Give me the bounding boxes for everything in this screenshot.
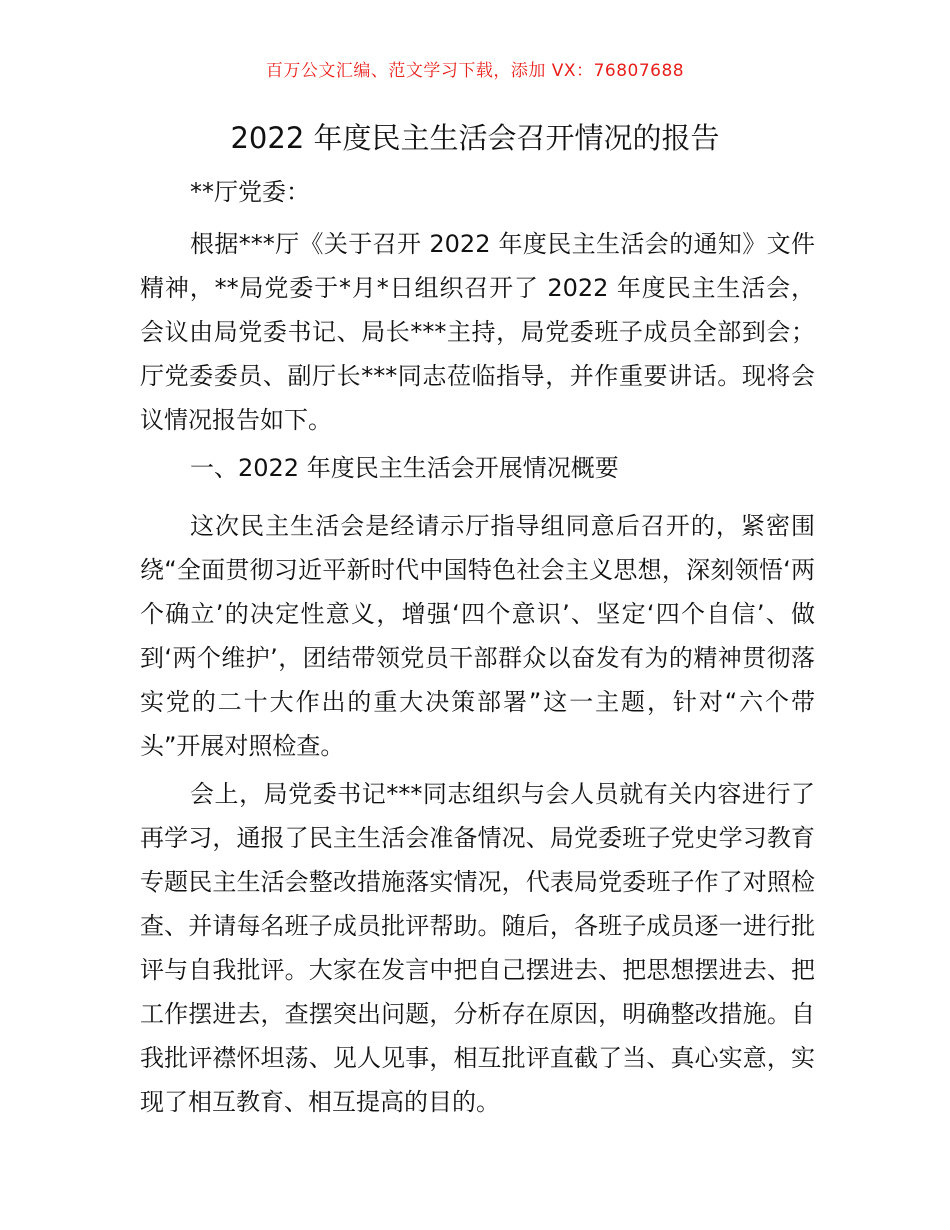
- paragraph-3: 会上，局党委书记***同志组织与会人员就有关内容进行了再学习，通报了民主生活会准备情况、局党委班子党史学习教育专题民主生活会整改措施落实情况，代表局党委班子作了对照检查、并请每名班子成员批评帮助。随后，各班子成员逐一进行批评与自我批评。大家在发言中把自己摆进去、把思想摆进去、把工作摆进去，查摆突出问题，分析存在原因，明确整改措施。自我批评襟怀坦荡、见人见事，相互批评直截了当、真心实意，实现了相互教育、相互提高的目的。: [140, 780, 815, 1116]
- paragraph-1-block: [140, 222, 815, 442]
- paragraph-3-block: [140, 772, 815, 1124]
- section-heading-1: 一、2022 年度民主生活会开展情况概要: [190, 454, 619, 482]
- paragraph-2-block: [140, 504, 815, 768]
- section-heading-1-block: [140, 446, 815, 490]
- document-title: 2022 年度民主生活会召开情况的报告: [230, 121, 720, 155]
- paragraph-2: 这次民主生活会是经请示厅指导组同意后召开的，紧密围绕“全面贯彻习近平新时代中国特色社会主义思想，深刻领悟‘两个确立’的决定性意义，增强‘四个意识’、坚定‘四个自信’、做到‘两个维护’，团结带领党员干部群众以奋发有为的精神贯彻落实党的二十大作出的重大决策部署”这一主题，针对“六个带头”开展对照检查。: [140, 512, 815, 760]
- header-promo-note: 百万公文汇编、范文学习下载，添加 VX：76807688: [265, 61, 685, 81]
- salutation: **厅党委：: [190, 178, 310, 206]
- paragraph-1: 根据***厅《关于召开 2022 年度民主生活会的通知》文件精神，**局党委于*月*日组织召开了 2022 年度民主生活会，会议由局党委书记、局长***主持，局党委班子成员全部到会；厅党委委员、副厅长***同志莅临指导，并作重要讲话。现将会议情况报告如下。: [140, 230, 815, 434]
